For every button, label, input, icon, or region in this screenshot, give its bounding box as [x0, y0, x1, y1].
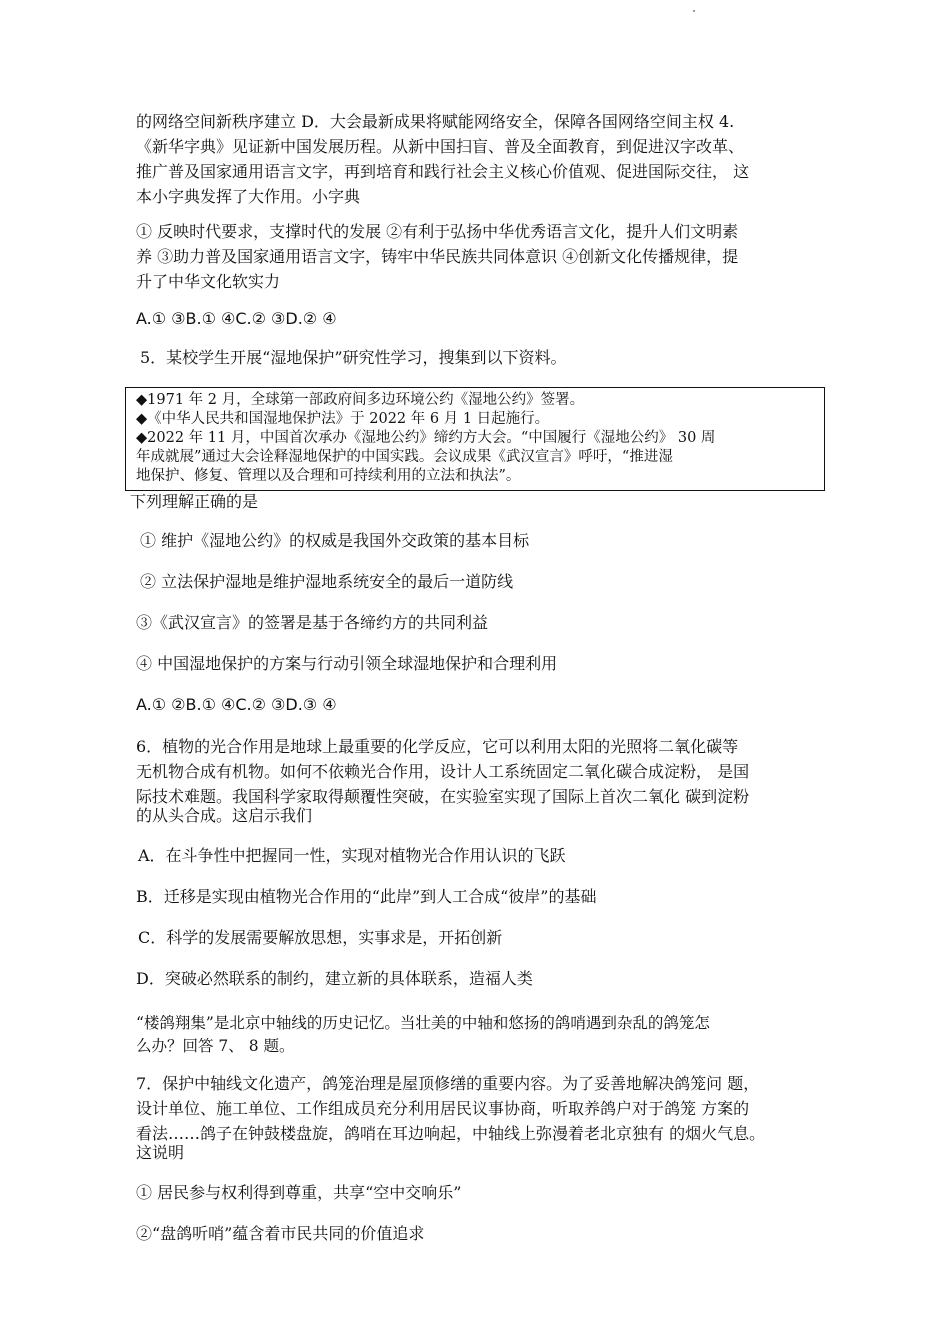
q5-stem: 下列理解正确的是 [130, 492, 259, 511]
q7-statement: ②“盘鸽听哨”蕴含着市民共同的价值追求 [136, 1224, 425, 1243]
q6-stem-line: 的从头合成。这启示我们 [136, 806, 313, 825]
material-item: ◆1971 年 2 月，全球第一部政府间多边环境公约《湿地公约》签署。 [136, 392, 585, 408]
q4-stem-line: 推广普及国家通用语言文字，再到培育和践行社会主义核心价值观、促进国际交往， 这 [136, 162, 750, 181]
q4-answer-options: A.① ③B.① ④C.② ③D.② ④ [136, 309, 337, 328]
q4-statement-line: 养 ③助力普及国家通用语言文字，铸牢中华民族共同体意识 ④创新文化传播规律，提 [136, 247, 739, 266]
q5-statement: ③《武汉宣言》的签署是基于各缔约方的共同利益 [136, 613, 489, 632]
material-item: ◆《中华人民共和国湿地保护法》于 2022 年 6 月 1 日起施行。 [136, 411, 550, 427]
q5-material-box [125, 387, 825, 491]
continuation-line: 的网络空间新秩序建立 D．大会最新成果将赋能网络安全，保障各国网络空间主权 4. [136, 112, 735, 131]
q4-stem-line: 《新华字典》见证新中国发展历程。从新中国扫盲、普及全面教育，到促进汉字改革、 [136, 137, 745, 156]
q7-stem-line: 看法……鸽子在钟鼓楼盘旋，鸽哨在耳边响起，中轴线上弥漫着老北京独有 的烟火气息。 [136, 1124, 766, 1143]
material-item: ◆2022 年 11 月，中国首次承办《湿地公约》缔约方大会。“中国履行《湿地公约》 30 周 [136, 430, 716, 446]
q5-intro: 5．某校学生开展“湿地保护”研究性学习，搜集到以下资料。 [140, 348, 567, 367]
q5-statement: ① 维护《湿地公约》的权威是我国外交政策的基本目标 [140, 531, 530, 550]
q7-statement: ① 居民参与权利得到尊重，共享“空中交响乐” [136, 1183, 462, 1202]
q4-statement-line: 升了中华文化软实力 [136, 272, 281, 291]
q7-stem-line: 设计单位、施工单位、工作组成员充分利用居民议事协商，听取养鸽户对于鸽笼 方案的 [136, 1099, 750, 1118]
q4-statement-line: ① 反映时代要求，支撑时代的发展 ②有利于弘扬中华优秀语言文化，提升人们文明素 [136, 222, 739, 241]
q7-stem-line: 7．保护中轴线文化遗产，鸽笼治理是屋顶修缮的重要内容。为了妥善地解决鸽笼问 题， [136, 1074, 760, 1093]
q6-stem-line: 际技术难题。我国科学家取得颠覆性突破，在实验室实现了国际上首次二氧化 碳到淀粉 [136, 787, 750, 806]
q6-option-b: B．迁移是实现由植物光合作用的“此岸”到人工合成“彼岸”的基础 [136, 887, 597, 906]
q5-statement: ④ 中国湿地保护的方案与行动引领全球湿地保护和合理利用 [136, 654, 558, 673]
q6-option-d: D．突破必然联系的制约，建立新的具体联系，造福人类 [136, 969, 533, 988]
q6-stem-line: 无机物合成有机物。如何不依赖光合作用，设计人工系统固定二氧化碳合成淀粉， 是国 [136, 762, 750, 781]
q4-stem-line: 本小字典发挥了大作用。小字典 [136, 187, 361, 206]
q5-answer-options: A.① ②B.① ④C.② ③D.③ ④ [136, 695, 337, 714]
q7-stem-line: 这说明 [136, 1143, 185, 1162]
page-speck [693, 10, 695, 12]
material-paragraph: “楼鸽翔集”是北京中轴线的历史记忆。当壮美的中轴和悠扬的鸽哨遇到杂乱的鸽笼怎 [136, 1014, 710, 1032]
q6-stem-line: 6．植物的光合作用是地球上最重要的化学反应，它可以利用太阳的光照将二氧化碳等 [136, 737, 739, 756]
q5-statement: ② 立法保护湿地是维护湿地系统安全的最后一道防线 [140, 572, 514, 591]
q6-option-c: C．科学的发展需要解放思想，实事求是，开拓创新 [138, 928, 503, 947]
material-item: 地保护、修复、管理以及合理和可持续利用的立法和执法”。 [136, 468, 521, 484]
q6-option-a: A．在斗争性中把握同一性，实现对植物光合作用认识的飞跃 [138, 846, 566, 865]
material-item: 年成就展”通过大会诠释湿地保护的中国实践。会议成果《武汉宣言》呼吁，“推进湿 [136, 449, 673, 465]
material-paragraph: 么办？回答 7、 8 题。 [136, 1037, 295, 1055]
